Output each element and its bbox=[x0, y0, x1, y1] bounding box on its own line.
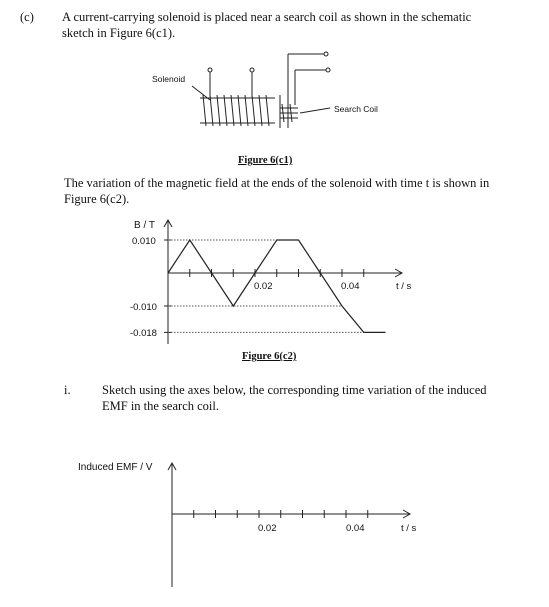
b-xtick-label-0.04: 0.04 bbox=[341, 281, 360, 292]
search-coil-terminal-2 bbox=[326, 68, 330, 72]
figure-c2-caption: Figure 6(c2) bbox=[242, 351, 297, 362]
variation-text-line2: Figure 6(c2). bbox=[64, 192, 130, 206]
intro-text-line1: A current-carrying solenoid is placed near a search coil as shown in the schematic bbox=[62, 10, 472, 24]
intro-text-line2: sketch in Figure 6(c1). bbox=[62, 26, 176, 40]
emf-axes bbox=[0, 455, 549, 607]
search-coil-label: Search Coil bbox=[334, 104, 378, 114]
b-ytick-label--0.010: -0.010 bbox=[130, 302, 157, 313]
figure-c2-graph bbox=[0, 205, 549, 355]
emf-xtick-label-0.02: 0.02 bbox=[258, 523, 277, 534]
b-x-axis-label: t / s bbox=[396, 281, 412, 292]
solenoid-terminal-left bbox=[208, 68, 212, 72]
b-xtick-label-0.02: 0.02 bbox=[254, 281, 273, 292]
subquestion-number: i. bbox=[64, 383, 71, 397]
subquestion-line1: Sketch using the axes below, the corresponding time variation of the induced bbox=[102, 383, 487, 397]
b-ytick-label-0.010: 0.010 bbox=[132, 236, 156, 247]
figure-c1-diagram bbox=[140, 50, 400, 140]
search-coil-pointer bbox=[300, 108, 330, 113]
solenoid-terminal-right bbox=[250, 68, 254, 72]
subquestion-line2: EMF in the search coil. bbox=[102, 399, 219, 413]
part-label: (c) bbox=[20, 10, 34, 24]
emf-y-axis-label: Induced EMF / V bbox=[78, 462, 153, 473]
search-coil-terminal-1 bbox=[324, 52, 328, 56]
b-ytick-label--0.018: -0.018 bbox=[130, 328, 157, 339]
solenoid-coil bbox=[200, 95, 275, 126]
b-y-axis-label: B / T bbox=[134, 220, 155, 231]
emf-xtick-label-0.04: 0.04 bbox=[346, 523, 365, 534]
variation-text-line1: The variation of the magnetic field at the ends of the solenoid with time t is shown in bbox=[64, 176, 490, 190]
emf-x-axis-label: t / s bbox=[401, 523, 417, 534]
figure-c1-caption: Figure 6(c1) bbox=[238, 155, 293, 166]
solenoid-label: Solenoid bbox=[152, 74, 186, 84]
